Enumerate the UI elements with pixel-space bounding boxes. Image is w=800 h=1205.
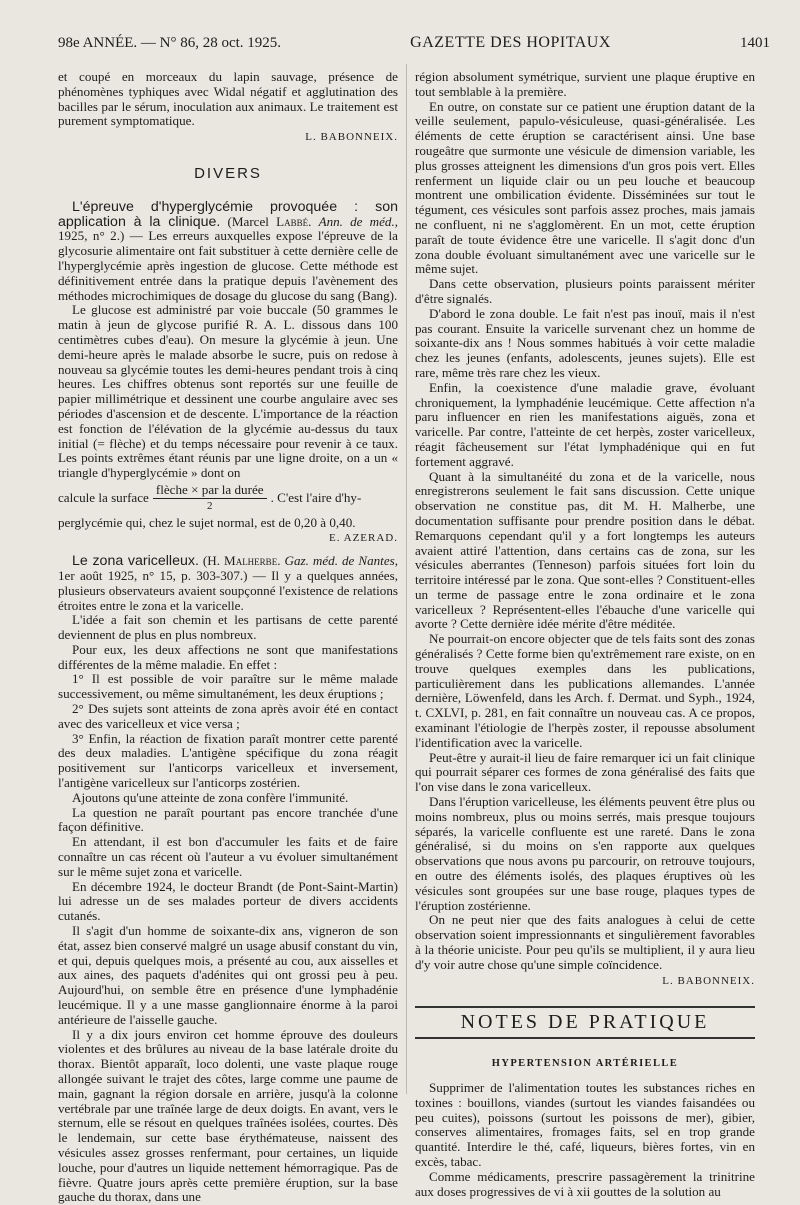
right-signature: L. BABONNEIX. <box>662 974 755 987</box>
article2-p2: L'idée a fait son chemin et les partisans de cette parenté deviennent de plus en plus nombreux. <box>58 612 398 643</box>
formula-before: calcule la surface <box>58 489 149 505</box>
column-divider <box>406 64 407 1094</box>
article2-p7: Ajoutons qu'une atteinte de zona confère l'immunité. <box>72 789 349 805</box>
article2-p4: 1° Il est possible de voir paraître sur le même malade successivement, ou même simultanément, les deux éruptions ; <box>58 671 398 702</box>
notes-de-pratique-title: NOTES DE PRATIQUE <box>415 1006 755 1039</box>
right-p1: région absolument symétrique, survient une plaque éruptive en tout semblable à la première. <box>415 69 755 99</box>
article1-ref-prefix: (Marcel <box>227 213 269 229</box>
article2-p12: Il y a dix jours environ cet homme éprouve des douleurs violentes et des brûlures au niveau de la base latérale droite du thorax. Bientôt apparaît, loco dolenti, une vaste plaque rouge allongée suivant le trajet des côtes, large comme une paume de main, gagnant la région dorsale en arrière, jusqu'à la colonne vertébrale par une traînée large de deux doigts. En avant, vers le sternum, elle se résout en quelques traînées isolées, courtes. Dès le lendemain, sur cette base érythémateuse, naissent des vésicules assez grosses renfermant, pour certaines, un liquide louche, pour d'autres un liquide nettement hémorragique. Pas de fièvre. Quatre jours après cette première éruption, sur la base gauche du thorax, dans une <box>58 1026 398 1205</box>
article2-p1: Il y a quelques années, plusieurs observateurs avaient soupçonné l'existence de relations étroites entre le zona et la varicelle. <box>58 567 398 613</box>
right-p9: Dans l'éruption varicelleuse, les éléments peuvent être plus ou moins nombreux, plus ou moins serrés, mais presque toujours séparés, la varicelle confluente est une rareté. Dans le zona généralisé, si du moins on s'en rapporte aux quelques observations que nous avons pu parcourir, on retrouve toujours, en outre des éléments isolés, des plaques éruptives où les vésicules sont groupées sur une base rouge, plaques types de l'éruption zostérienne. <box>415 794 755 913</box>
formula-denominator: 2 <box>206 499 213 512</box>
article2-p11: Il s'agit d'un homme de soixante-dix ans, vigneron de son état, assez bien conservé malgré un usage abusif constant du vin, et qui, depuis quelques mois, a présenté au cou, aux aisselles et aux aines, des paquets d'adénites qui ont grossi peu à peu. Aujourd'hui, on semble être en présence d'une lymphadénie leucémique. Il y a une masse ganglionnaire énorme à la paroi antérieure de l'aisselle gauche. <box>58 923 398 1027</box>
article1-signature: E. AZERAD. <box>329 532 398 545</box>
formula-numerator: flèche × par la durée <box>153 483 267 499</box>
article2-title: Le zona varicelleux. <box>72 553 199 570</box>
notes-subtitle: HYPERTENSION ARTÉRIELLE <box>491 1058 679 1070</box>
right-p10: On ne peut nier que des faits analogues à celui de cette observation soient impressionnants et singulièrement favorables à la théorie uniciste. Pour peu qu'ils se multiplient, il y aura lieu d'y voir autre chose qu'une simple coïncidence. <box>415 912 755 972</box>
formula-after: . C'est l'aire d'hy- <box>270 489 362 505</box>
right-p7: Ne pourrait-on encore objecter que de tels faits sont des zonas généralisés ? Cette forme bien qu'extrêmement rare existe, on en trouve quelques exemples dans les publications, particulièrement dans les publications allemandes. L'année dernière, Löwenfeld, dans les Arch. f. Dermat. und Syph., 1924, t. CXLVI, p. 281, en fait connaître un nouveau cas. A ce propos, examinant l'étiologie de l'herpès zoster, il repousse absolument l'identification avec la varicelle. <box>415 631 755 750</box>
notes-p1: Supprimer de l'alimentation toutes les substances riches en toxines : bouillons, viandes (surtout les viandes faisandées ou peu cuites), poissons (surtout les poissons de mer), gibier, conserves alimentaires, fromages faits, sel en trop grande quantité. Interdire le thé, café, liqueurs, bières fortes, vin en excès, tabac. <box>415 1080 755 1169</box>
article2-p3: Pour eux, les deux affections ne sont que manifestations différentes de la même maladie. En effet : <box>58 641 398 672</box>
right-p3: Dans cette observation, plusieurs points paraissent mériter d'être signalés. <box>415 276 755 306</box>
surface-formula <box>58 483 398 514</box>
page-header <box>58 34 770 60</box>
article1-ref-journal: Ann. de méd. <box>318 213 395 229</box>
article1-p3: perglycémie qui, chez le sujet normal, est de 0,20 à 0,40. <box>58 514 356 530</box>
formula-fraction <box>153 483 267 514</box>
section-title: DIVERS <box>194 164 262 182</box>
article1-p2: Le glucose est administré par voie buccale (50 grammes le matin à jeun de glycose purifié R. A. L. dissous dans 100 centimètres cubes d'eau). On mesure la glycémie à jeun. Une demi-heure après le malade absorbe le sucre, puis on redose à nouveau sa glycémie toutes les demi-heures pendant trois à cinq heures. Les chiffres obtenus sont reportés sur une feuille de papier millimétrique et dessinent une courbe angulaire avec ses périodes d'ascension et de descente. L'importance de la réaction est fonction de l'élévation de la glycémie au-dessus du taux initial (= flèche) et du temps nécessaire pour revenir à ce taux. Les points extrêmes étant réunis par une ligne droite, on a un « triangle d'hyperglycémie » dont on <box>58 302 398 481</box>
left-column <box>58 70 398 1205</box>
journal-title: GAZETTE DES HOPITAUX <box>410 34 611 51</box>
article2-p8: La question ne paraît pourtant pas encore tranchée d'une façon définitive. <box>58 804 398 835</box>
article2-p10: En décembre 1924, le docteur Brandt (de Pont-Saint-Martin) lui adresse un de ses malades porteur de divers accidents cutanés. <box>58 878 398 924</box>
article2-ref-rest: 1er août 1925, n° 15, p. 303-307.) — <box>58 567 266 583</box>
page-number: 1401 <box>739 35 770 51</box>
right-p4: D'abord le zona double. Le fait n'est pas inouï, mais il n'est pas courant. Ensuite la varicelle survenant chez un homme de soixante-dix ans ! Nous sommes habitués à voir cette maladie chez les jeunes (enfants, adolescents, jeunes sujets). Elle est rare, même très rare chez les vieux. <box>415 305 755 380</box>
right-column <box>415 70 755 1199</box>
article1-ref-author: Labbé <box>276 213 309 229</box>
article1-ref-rest: , 1925, n° 2.) — <box>58 213 399 244</box>
right-p6: Quant à la simultanéité du zona et de la varicelle, nous enregistrerons seulement le fait sans discussion. Cette unique observation ne constitue pas, dit M. H. Malherbe, une documentation suffisante pour prendre position dans le débat. Remarquons cependant qu'il y a fort longtemps les auteurs avaient attiré l'attention, dans certains cas de zona, sur les vésicules aberrantes (Tenneson) parfois situées fort loin du territoire intéressé par le zona. Que sont-elles ? Constituent-elles un terme de passage entre le zona ordinaire et le zona varicelleux ? Représentent-elles l'ébauche d'une varicelle qui avorte ? Cette dernière idée mérite d'être méditée. <box>415 468 755 632</box>
article2-ref-author: Malherbe <box>224 553 278 569</box>
article2-p9: En attendant, il est bon d'accumuler les faits et de faire connaître un cas récent où l'auteur a vu évoluer simultanément sur le même sujet zona et varicelle. <box>58 834 398 879</box>
intro-paragraph: et coupé en morceaux du lapin sauvage, présence de phénomènes typhiques avec Widal négatif et agglutination des bacilles par le sérum, inoculation aux animaux. Le traitement est purement symptomatique. <box>58 69 398 129</box>
article1-p1: Les erreurs auxquelles expose l'épreuve de la glycosurie alimentaire ont fait substituer à cette dernière celle de l'hyperglycémie après ingestion de glucose. Cette méthode est définitivement entrée dans la pratique depuis l'avènement des méthodes microchimiques de dosage du glucose du sang (Bang). <box>58 228 398 303</box>
article2-ref-journal: Gaz. méd. de Nantes, <box>284 553 399 569</box>
article1-title: L'épreuve d'hyperglycémie provoquée : son application à la clinique. <box>58 198 398 230</box>
right-p5: Enfin, la coexistence d'une maladie grave, évoluant chroniquement, la lymphadénie leucémique. Cette affection n'a paru influencer en rien les manifestations aiguës, zona et varicelle. Par contre, l'atteinte de cet herpès, zoster varicelleux, réagit fâcheusement sur l'état lymphadénique qui en fut fortement aggravé. <box>415 379 755 469</box>
right-p2: En outre, on constate sur ce patient une éruption datant de la veille seulement, papulo-vésiculeuse, quasi-généralisée. Les éléments de cette éruption se caractérisent ainsi. Une base rougeâtre que surmonte une vésicule de dimension variable, les plus grosses atteignent les dimensions d'un gros pois vert. Elles renferment un liquide clair ou un peu louche et beaucoup montrent une ombilication évidente. Disséminées sur tout le tégument, ces vésicules sont parfois assez proches, mais jamais ne confluent, ni ne s'agglomèrent. En un mot, cette éruption paraît de toute évidence être une varicelle. Il s'agit donc d'un zona double évoluant simultanément avec une varicelle sur le même sujet. <box>415 98 755 277</box>
article1-lead: L'épreuve d'hyperglycémie provoquée : son application à la clinique. (Marcel Labbé. Ann. de méd., 1925, n° 2.) — Les erreurs auxquelles expose l'épreuve de la glycosurie alimentaire ont fait substituer à cette dernière celle de l'hyperglycémie après ingestion de glucose. Cette méthode est définitivement entrée dans la pratique depuis l'avènement des méthodes microchimiques de dosage du glucose du sang (Bang). <box>58 198 399 303</box>
article2-p5: 2° Des sujets sont atteints de zona après avoir été en contact avec des varicelleux et vice versa ; <box>58 701 398 731</box>
right-p8: Peut-être y aurait-il lieu de faire remarquer ici un fait clinique qui pourrait séparer ces formes de zona généralisé des faits que l'on vise dans le zona varicelleux. <box>415 749 755 795</box>
intro-signature: L. BABONNEIX. <box>305 131 398 144</box>
issue-info: 98e ANNÉE. — N° 86, 28 oct. 1925. <box>58 35 282 51</box>
article2-p6: 3° Enfin, la réaction de fixation paraît montrer cette parenté des deux maladies. L'antigène spécifique du zona réagit positivement sur l'anticorps varicelleux et inversement, l'antigène varicelleux sur l'anticorps zostérien. <box>58 730 398 791</box>
article2-ref-prefix: (H. <box>202 553 221 569</box>
article2-lead: Le zona varicelleux. (H. Malherbe. Gaz. méd. de Nantes, 1er août 1925, n° 15, p. 303-307.) — Il y a quelques années, plusieurs observateurs avaient soupçonné l'existence de relations étroites entre le zona et la varicelle. <box>58 553 399 613</box>
notes-p2: Comme médicaments, prescrire passagèrement la trinitrine aux doses progressives de vi à xii gouttes de la solution au <box>415 1168 755 1199</box>
